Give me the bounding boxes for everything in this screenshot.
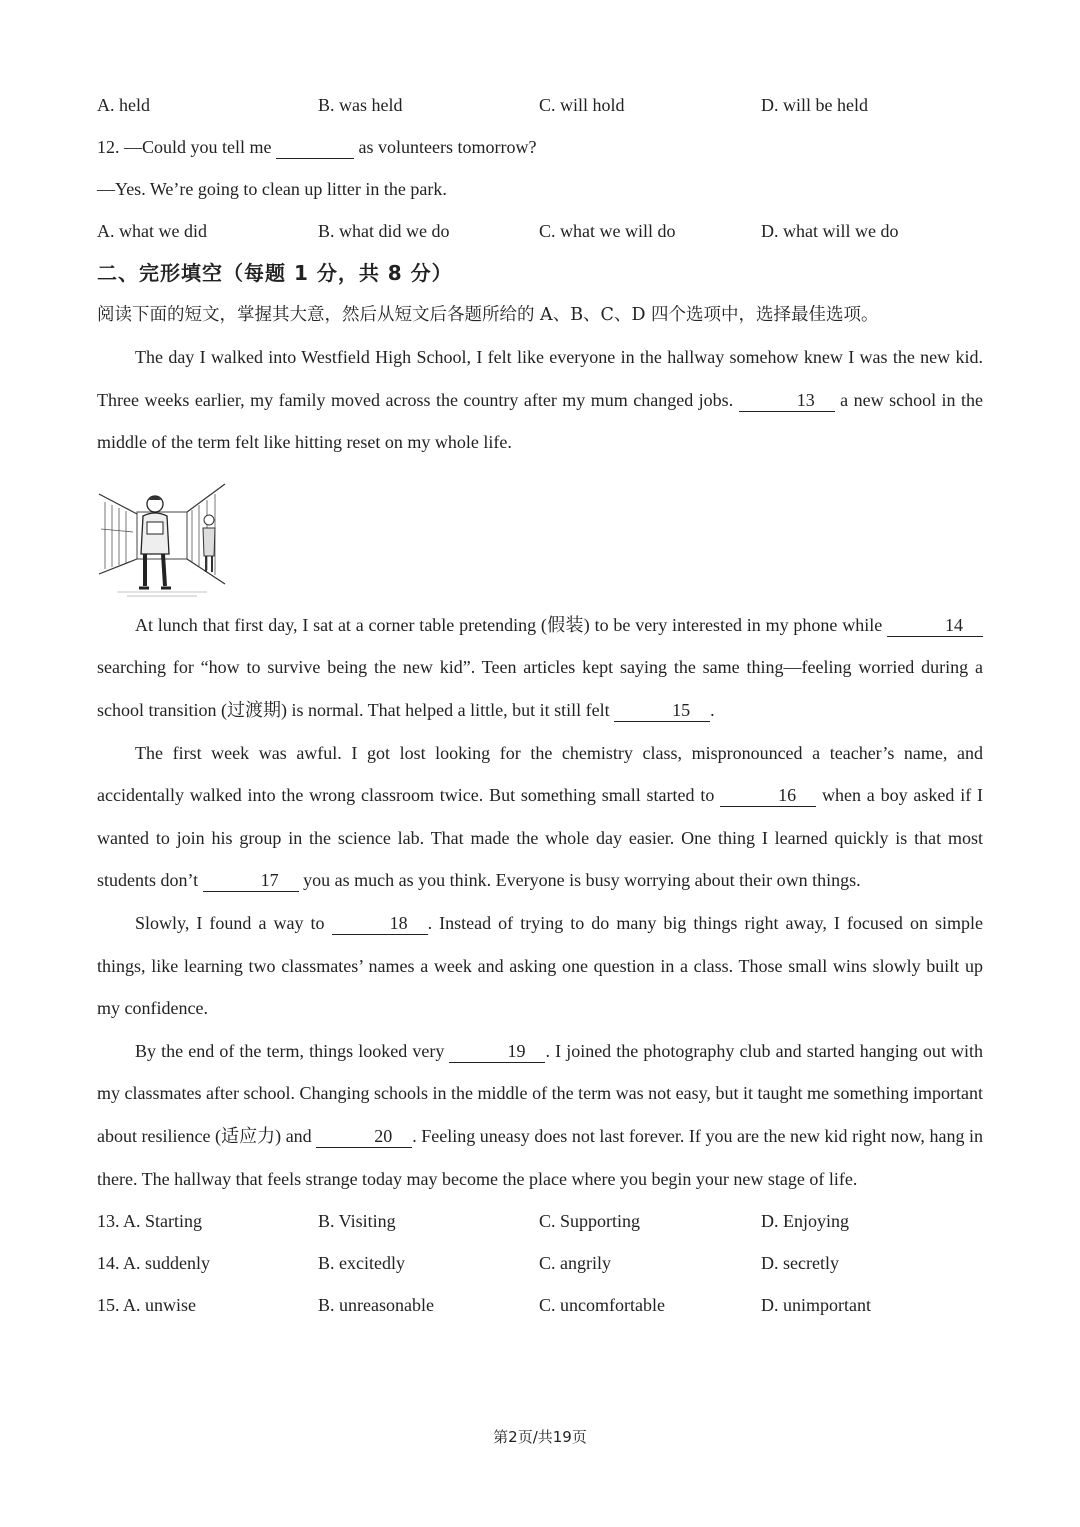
p3-text-a: The first week was awful. I got lost looking for the chemistry class, mispronounced a teacher’s name, and accidentally walked into the wrong classroom twice. But something small started to: [97, 742, 983, 806]
q11-options: [97, 84, 983, 126]
passage-paragraph-1: [97, 336, 983, 464]
exam-page: [97, 84, 983, 1326]
option-c[interactable]: C. Supporting: [539, 1210, 641, 1231]
illustration: [97, 464, 983, 604]
q13-options: [97, 1200, 983, 1242]
option-b[interactable]: B. what did we do: [318, 220, 450, 241]
option-a[interactable]: 13. A. Starting: [97, 1210, 203, 1231]
blank-14[interactable]: 14: [887, 614, 983, 637]
option-a[interactable]: A. held: [97, 94, 150, 115]
option-b[interactable]: B. was held: [318, 94, 403, 115]
option-c[interactable]: C. will hold: [539, 94, 625, 115]
passage-paragraph-3: [97, 732, 983, 902]
q14-options: [97, 1242, 983, 1284]
blank-17[interactable]: 17: [203, 869, 299, 892]
p2-text-a: At lunch that first day, I sat at a corner table pretending (假装) to be very interested in my phone while: [135, 614, 883, 635]
p5-text-c: . Feeling uneasy does not last forever. If you are the new kid right now, hang in there. The hallway that feels strange today may become the place where you begin your new stage of life.: [97, 1125, 983, 1189]
option-b[interactable]: B. Visiting: [318, 1210, 396, 1231]
passage-paragraph-4: [97, 902, 983, 1030]
q15-options: [97, 1284, 983, 1326]
blank-16[interactable]: 16: [720, 784, 816, 807]
passage-paragraph-5: [97, 1030, 983, 1200]
p4-text-a: Slowly, I found a way to: [135, 912, 325, 933]
p2-text-c: .: [710, 699, 715, 720]
p3-text-b: when a boy asked if I wanted to join his group in the science lab. That made the whole day easier. One thing I learned quickly is that most students don’t: [97, 785, 984, 891]
q12-stem-before: 12. —Could you tell me: [97, 137, 272, 157]
passage-paragraph-2: [97, 604, 983, 732]
option-b[interactable]: B. excitedly: [318, 1252, 405, 1273]
blank-15[interactable]: 15: [614, 699, 710, 722]
new-student-hallway-illustration: [97, 474, 227, 599]
p3-text-c: you as much as you think. Everyone is busy worrying about their own things.: [303, 870, 861, 891]
section-title: 二、完形填空（每题 1 分，共 8 分）: [97, 261, 453, 285]
option-c[interactable]: C. uncomfortable: [539, 1294, 665, 1315]
option-b[interactable]: B. unreasonable: [318, 1294, 434, 1315]
option-d[interactable]: D. will be held: [761, 94, 868, 115]
section-instruction: 阅读下面的短文，掌握其大意，然后从短文后各题所给的 A、B、C、D 四个选项中，选择最佳选项。: [97, 305, 879, 325]
blank-20[interactable]: 20: [316, 1125, 412, 1148]
page-number: 第2页/共19页: [493, 1428, 587, 1446]
p5-text-a: By the end of the term, things looked very: [135, 1040, 445, 1061]
p4-text-b: . Instead of trying to do many big things right away, I focused on simple things, like learning two classmates’ names a week and asking one question in a class. Those small wins slowly built up my confidence.: [97, 912, 983, 1019]
option-a[interactable]: 15. A. unwise: [97, 1294, 196, 1315]
p2-text-b: searching for “how to survive being the new kid”. Teen articles kept saying the same thing—feeling worried during a school transition (过渡期) is normal. That helped a little, but it still felt: [97, 657, 983, 720]
option-d[interactable]: D. what will we do: [761, 220, 899, 241]
option-a[interactable]: A. what we did: [97, 220, 207, 241]
p1-text-b: a new school in the middle of the term felt like hitting reset on my whole life.: [97, 389, 984, 453]
q12-reply: —Yes. We’re going to clean up litter in the park.: [97, 179, 447, 199]
option-a[interactable]: 14. A. suddenly: [97, 1252, 211, 1273]
q12-stem-after: as volunteers tomorrow?: [358, 137, 537, 157]
q12-stem: [97, 126, 983, 168]
blank-13[interactable]: 13: [739, 389, 835, 412]
option-d[interactable]: D. unimportant: [761, 1294, 871, 1315]
option-c[interactable]: C. angrily: [539, 1252, 611, 1273]
blank-18[interactable]: 18: [332, 912, 428, 935]
q12-blank[interactable]: [276, 136, 354, 159]
q12-options: [97, 210, 983, 252]
option-d[interactable]: D. Enjoying: [761, 1210, 849, 1231]
option-c[interactable]: C. what we will do: [539, 220, 676, 241]
p1-text-a: The day I walked into Westfield High School, I felt like everyone in the hallway somehow knew I was the new kid. Three weeks earlier, my family moved across the country after my mum changed jobs.: [97, 347, 983, 410]
blank-19[interactable]: 19: [449, 1040, 545, 1063]
p5-text-b: . I joined the photography club and started hanging out with my classmates after school. Changing schools in the middle of the term was not easy, but it taught me something important about resilience (适应力) and: [97, 1040, 984, 1146]
option-d[interactable]: D. secretly: [761, 1252, 839, 1273]
